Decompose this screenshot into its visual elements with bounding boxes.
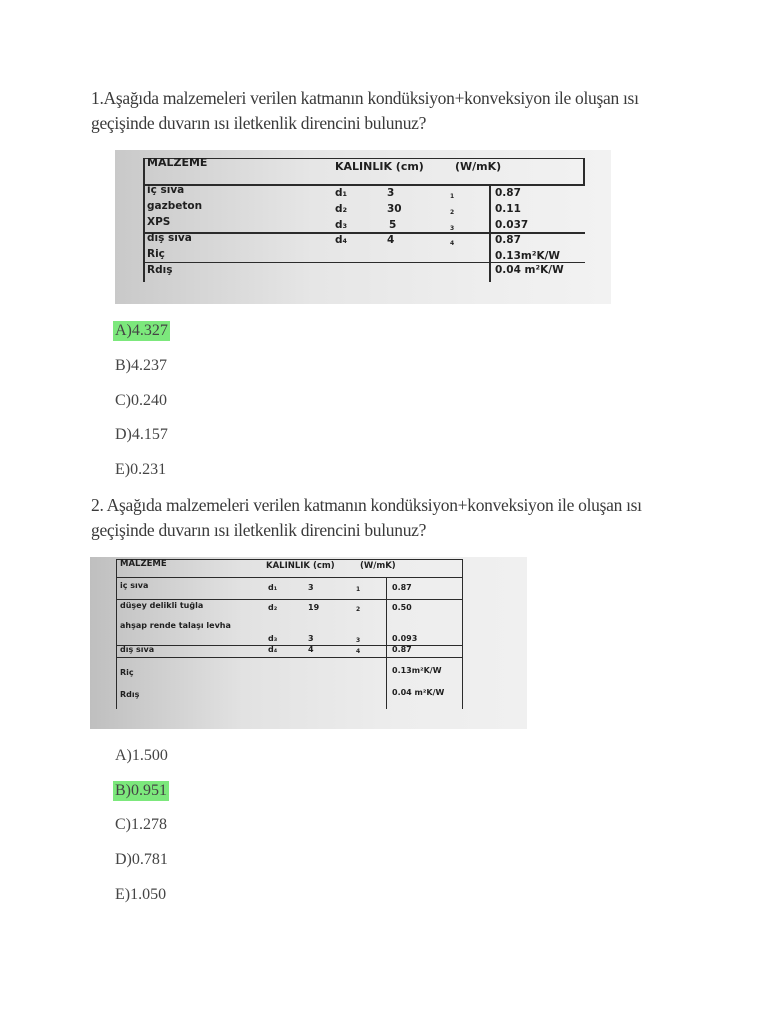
table-row-value: 0.87 — [495, 187, 521, 199]
table-row-value: 0.50 — [392, 603, 412, 612]
table-row-thickness: 30 — [387, 203, 402, 215]
table-row-thickness: 4 — [308, 645, 314, 654]
table-row-value: 0.13m²K/W — [392, 666, 442, 675]
table-row-value: 0.13m²K/W — [495, 250, 560, 262]
table-row-d: d₄ — [268, 645, 278, 654]
table-row-thickness: 3 — [308, 583, 314, 592]
table-row-value: 0.87 — [495, 234, 521, 246]
table-row-material: iç sıva — [147, 184, 185, 196]
table-row-d: d₁ — [268, 583, 278, 592]
table-row-thickness: 3 — [308, 634, 314, 643]
header-thickness: KALINLIK (cm) — [335, 160, 424, 173]
table-row-d: d₂ — [335, 203, 348, 215]
table-row-index: 3 — [356, 637, 361, 644]
table-row-thickness: 3 — [387, 187, 395, 199]
q1-option-c[interactable]: C)0.240 — [115, 392, 167, 409]
table-row-material: dış sıva — [120, 645, 155, 654]
table-row-d: d₄ — [335, 234, 348, 246]
q2-option-b[interactable]: B)0.951 — [115, 782, 167, 799]
q1-option-e[interactable]: E)0.231 — [115, 461, 167, 478]
table-row-index: 4 — [356, 648, 361, 655]
table-row-index: 2 — [450, 209, 455, 216]
table-row-value: 0.093 — [392, 634, 418, 643]
table-row-value: 0.87 — [392, 645, 412, 654]
table-row-index: 4 — [450, 240, 455, 247]
q2-option-e[interactable]: E)1.050 — [115, 886, 167, 903]
header-thickness: KALINLIK (cm) — [266, 561, 335, 571]
table-row-thickness: 4 — [387, 234, 395, 246]
table-row-value: 0.11 — [495, 203, 521, 215]
q2-option-c[interactable]: C)1.278 — [115, 816, 167, 833]
table-row-material: ahşap rende talaşı levha — [120, 621, 231, 630]
table-row-value: 0.04 m²K/W — [495, 264, 564, 276]
q2-option-d[interactable]: D)0.781 — [115, 851, 168, 868]
header-conductivity: (W/mK) — [360, 561, 396, 571]
table-row-index: 3 — [450, 225, 455, 232]
question-2-table-image — [90, 557, 527, 729]
table-row-d: d₃ — [335, 219, 348, 231]
table-row-material: Riç — [120, 668, 134, 677]
table-row-value: 0.04 m²K/W — [392, 688, 445, 697]
table-row-material: iç sıva — [120, 581, 149, 590]
table-row-index: 1 — [356, 586, 361, 593]
header-conductivity: (W/mK) — [455, 160, 502, 173]
q1-option-a[interactable]: A)4.327 — [115, 322, 168, 339]
table-row-d: d₂ — [268, 603, 278, 612]
table-row-d: d₁ — [335, 187, 348, 199]
table-row-material: Rdış — [147, 264, 173, 276]
table-row-material: dış sıva — [147, 232, 192, 244]
table-row-thickness: 5 — [389, 219, 397, 231]
table-row-value: 0.037 — [495, 219, 529, 231]
table-row-material: düşey delikli tuğla — [120, 601, 204, 610]
table-row-d: d₃ — [268, 634, 278, 643]
question-1-table-image — [115, 150, 611, 304]
table-row-material: gazbeton — [147, 200, 203, 212]
q1-option-b[interactable]: B)4.237 — [115, 357, 167, 374]
q1-option-d[interactable]: D)4.157 — [115, 426, 168, 443]
table-row-material: Riç — [147, 248, 165, 260]
table-row-index: 2 — [356, 606, 361, 613]
table-row-material: XPS — [147, 216, 171, 228]
header-material: MALZEME — [120, 559, 167, 569]
table-row-index: 1 — [450, 193, 455, 200]
header-material: MALZEME — [147, 156, 208, 169]
question-1-text: 1.Aşağıda malzemeleri verilen katmanın kondüksiyon+konveksiyon ile oluşan ısı geçişinde duvarın ısı iletkenlik direncini bulunuz? — [91, 88, 639, 133]
table-row-material: Rdış — [120, 690, 140, 699]
question-2-text: 2. Aşağıda malzemeleri verilen katmanın kondüksiyon+konveksiyon ile oluşan ısı geçişinde duvarın ısı iletkenlik direncini bulunuz? — [91, 495, 642, 540]
q2-option-a[interactable]: A)1.500 — [115, 747, 168, 764]
table-row-thickness: 19 — [308, 603, 320, 612]
table-row-value: 0.87 — [392, 583, 412, 592]
